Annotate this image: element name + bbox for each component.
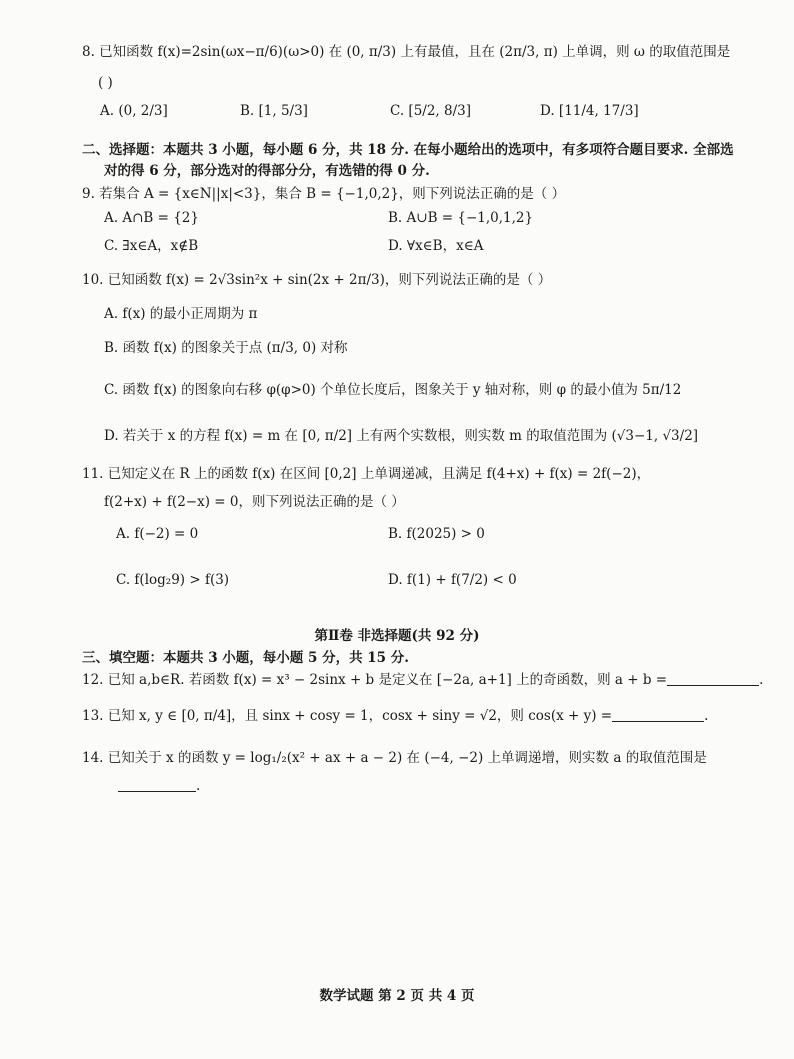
q13-line [82, 704, 708, 724]
q11-option-c: C. f(log₂9) > f(3) [116, 572, 230, 588]
q10-option-c: C. 函数 f(x) 的图象向右移 φ(φ>0) 个单位长度后，图象关于 y 轴对称，则 φ 的最小值为 5π/12 [104, 382, 682, 398]
q12-answer-blank[interactable] [667, 672, 759, 686]
q9-option-c: C. ∃x∈A，x∉B [104, 238, 199, 254]
section3-title: 三、填空题：本题共 3 小题，每小题 5 分，共 15 分. [82, 650, 409, 666]
q11-option-d: D. f(1) + f(7/2) < 0 [388, 572, 517, 588]
q12-line [82, 668, 763, 688]
q11-stem-line2: f(2+x) + f(2−x) = 0，则下列说法正确的是（ ） [104, 494, 405, 510]
q8-answer-paren: ( ) [98, 75, 113, 91]
q10-option-a: A. f(x) 的最小正周期为 π [104, 306, 258, 322]
section2-title-line1: 二、选择题：本题共 3 小题，每小题 6 分，共 18 分. 在每小题给出的选项中，有多项符合题目要求. 全部选 [82, 142, 734, 158]
q9-stem: 9. 若集合 A = {x∈N||x|<3}，集合 B = {−1,0,2}，则下列说法正确的是（ ） [82, 186, 566, 202]
q9-option-b: B. A∪B = {−1,0,1,2} [388, 210, 534, 226]
q9-option-d: D. ∀x∈B，x∈A [388, 238, 484, 254]
q8-option-c: C. [5/2, 8/3] [390, 103, 471, 119]
q10-stem: 10. 已知函数 f(x) = 2√3sin²x + sin(2x + 2π/3)，则下列说法正确的是（ ） [82, 272, 552, 288]
q10-option-b: B. 函数 f(x) 的图象关于点 (π/3, 0) 对称 [104, 340, 348, 356]
q8-stem: 8. 已知函数 f(x)=2sin(ωx−π/6)(ω>0) 在 (0, π/3) 上有最值，且在 (2π/3, π) 上单调，则 ω 的取值范围是 [82, 44, 731, 60]
q9-option-a: A. A∩B = {2} [104, 210, 199, 226]
q13-answer-blank[interactable] [612, 708, 704, 722]
q11-option-a: A. f(−2) = 0 [116, 526, 199, 542]
q11-option-b: B. f(2025) > 0 [388, 526, 485, 542]
q13-end: . [704, 708, 709, 724]
q8-option-a: A. (0, 2/3] [100, 103, 168, 119]
page-footer: 数学试题 第 2 页 共 4 页 [319, 988, 475, 1004]
q8-option-b: B. [1, 5/3] [240, 103, 308, 119]
q14-text: 14. 已知关于 x 的函数 y = log₁/₂(x² + ax + a − 2) 在 (−4, −2) 上单调递增，则实数 a 的取值范围是 [82, 750, 707, 766]
q8-option-d: D. [11/4, 17/3] [540, 103, 639, 119]
section2-title-line2: 对的得 6 分，部分选对的得部分分，有选错的得 0 分. [104, 163, 430, 179]
q12-end: . [759, 672, 764, 688]
q11-stem-line1: 11. 已知定义在 R 上的函数 f(x) 在区间 [0,2] 上单调递减，且满足 f(4+x) + f(x) = 2f(−2)， [82, 466, 651, 482]
q14-answer-blank[interactable] [118, 778, 196, 792]
q14-end: . [196, 778, 201, 794]
q14-answer-line [118, 778, 200, 794]
q12-text: 12. 已知 a,b∈R. 若函数 f(x) = x³ − 2sinx + b 是定义在 [−2a, a+1] 上的奇函数，则 a + b = [82, 672, 668, 688]
part2-title: 第Ⅱ卷 非选择题(共 92 分) [314, 628, 480, 644]
q10-option-d: D. 若关于 x 的方程 f(x) = m 在 [0, π/2] 上有两个实数根，则实数 m 的取值范围为 (√3−1, √3/2] [104, 428, 699, 444]
q13-text: 13. 已知 x, y ∈ [0, π/4]，且 sinx + cosy = 1，cosx + siny = √2，则 cos(x + y) = [82, 708, 613, 724]
